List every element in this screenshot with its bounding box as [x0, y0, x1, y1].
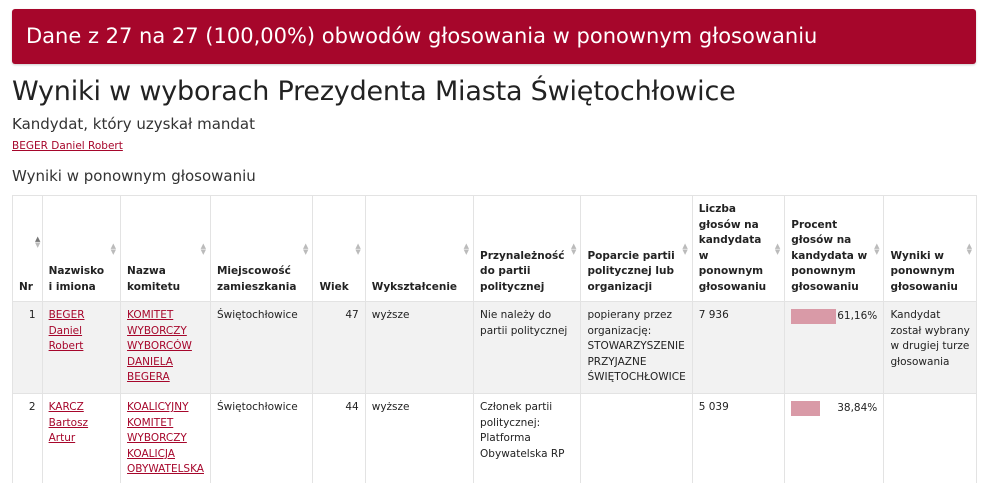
cell-residence: Świętochłowice [210, 302, 312, 394]
table-header-row [13, 196, 977, 302]
table-row [13, 394, 977, 483]
cell-percent [785, 394, 884, 483]
column-header-name[interactable] [42, 196, 120, 302]
cell-percent [785, 302, 884, 394]
cell-support: popierany przez organizację: STOWARZYSZENIE PRZYJAZNE ŚWIĘTOCHŁOWICE [581, 302, 692, 394]
percent-bar-fill [791, 309, 836, 324]
sort-icon: ▲ ▼ [874, 241, 880, 256]
cell-age: 47 [313, 302, 365, 394]
sort-icon: ▲ ▼ [571, 241, 577, 256]
column-header-percent[interactable] [785, 196, 884, 302]
column-header-label: Miejscowość zamieszkania [216, 265, 297, 293]
cell-education: wyższe [365, 394, 473, 483]
page-title: Wyniki w wyborach Prezydenta Miasta Świętochłowice [12, 76, 736, 107]
results-table [12, 195, 977, 483]
column-header-label: Liczba głosów na kandydata w ponownym głosowaniu [698, 203, 767, 293]
column-header-label: Nazwa komitetu [127, 265, 181, 293]
sort-icon: ▲ ▼ [966, 241, 972, 256]
cell-age: 44 [313, 394, 365, 483]
column-header-nr[interactable] [13, 196, 43, 302]
sort-icon: ▲ ▼ [774, 241, 781, 256]
winner-candidate-link[interactable]: BEGER Daniel Robert [12, 140, 123, 152]
percent-bar [791, 401, 877, 416]
committee-link[interactable]: KOMITET WYBORCZY WYBORCÓW DANIELA BEGERA [127, 309, 192, 384]
percent-label: 38,84% [837, 402, 878, 414]
table-row [13, 302, 977, 394]
cell-committee [121, 302, 211, 394]
percent-label: 61,16% [837, 310, 878, 322]
column-header-education[interactable] [365, 196, 473, 302]
committee-link[interactable]: KOALICYJNY KOMITET WYBORCZY KOALICJA OBYWATELSKA [127, 401, 204, 476]
column-header-label: Wykształcenie [371, 280, 458, 293]
sort-icon: ▲ ▼ [355, 241, 361, 256]
percent-bar [791, 309, 877, 324]
cell-votes: 7 936 [692, 302, 785, 394]
column-header-result[interactable] [884, 196, 977, 302]
cell-residence: Świętochłowice [210, 394, 312, 483]
section-title: Wyniki w ponownym głosowaniu [12, 167, 256, 185]
cell-party: Nie należy do partii politycznej [474, 302, 581, 394]
column-header-label: Nr [19, 280, 33, 293]
sort-icon: ▲ ▼ [110, 241, 117, 256]
column-header-label: Nazwisko i imiona [48, 265, 105, 293]
column-header-label: Przynależność do partii politycznej [480, 249, 565, 293]
cell-name [42, 394, 120, 483]
column-header-residence[interactable] [210, 196, 312, 302]
cell-name [42, 302, 120, 394]
sort-icon: ▲ ▼ [682, 241, 688, 256]
column-header-votes[interactable] [692, 196, 785, 302]
sort-icon: ▲ ▼ [303, 241, 309, 256]
cell-education: wyższe [365, 302, 473, 394]
column-header-age[interactable] [313, 196, 365, 302]
cell-nr: 2 [13, 394, 43, 483]
sort-icon: ▲ ▼ [35, 235, 41, 249]
cell-support [581, 394, 692, 483]
percent-bar-fill [791, 401, 820, 416]
column-header-label: Procent głosów na kandydata w ponownym głosowaniu [791, 218, 868, 293]
sort-icon: ▲ ▼ [200, 241, 206, 256]
cell-votes: 5 039 [692, 394, 785, 483]
column-header-support[interactable] [581, 196, 692, 302]
column-header-label: Wyniki w ponownym głosowaniu [890, 249, 958, 293]
cell-party: Członek partii politycznej: Platforma Obywatelska RP [474, 394, 581, 483]
cell-committee [121, 394, 211, 483]
column-header-label: Wiek [319, 280, 349, 293]
column-header-party[interactable] [474, 196, 581, 302]
candidate-link[interactable]: KARCZ Bartosz Artur [48, 401, 89, 445]
mandate-subtitle: Kandydat, który uzyskał mandat [12, 115, 255, 133]
column-header-label: Poparcie partii politycznej lub organizacji [587, 249, 675, 293]
sort-icon: ▲ ▼ [463, 241, 470, 256]
column-header-committee[interactable] [121, 196, 211, 302]
status-banner: Dane z 27 na 27 (100,00%) obwodów głosowania w ponownym głosowaniu [12, 9, 976, 64]
cell-result: Kandydat został wybrany w drugiej turze głosowania [884, 302, 977, 394]
cell-nr: 1 [13, 302, 43, 394]
cell-result [884, 394, 977, 483]
candidate-link[interactable]: BEGER Daniel Robert [48, 309, 85, 353]
